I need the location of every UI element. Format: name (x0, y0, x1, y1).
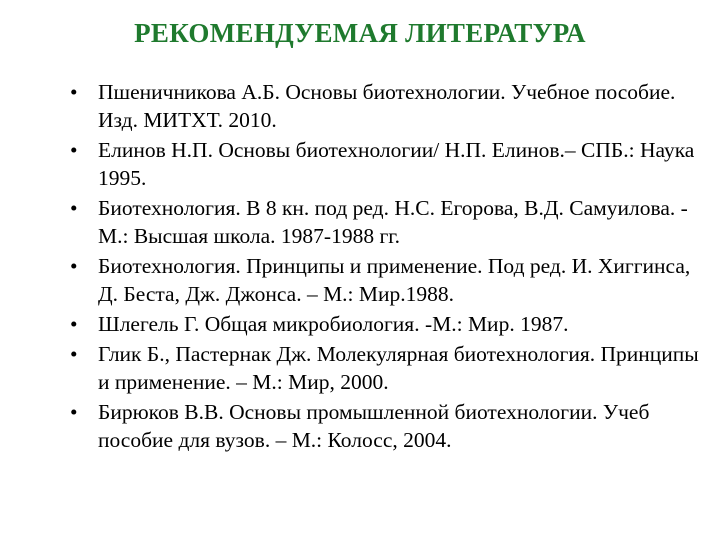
bullet-icon: • (70, 312, 78, 336)
reference-item (68, 398, 700, 454)
reference-text: Биотехнология. Принципы и применение. Под ред. И. Хиггинса, Д. Беста, Дж. Джонса. – М.: Мир.1988. (98, 254, 691, 306)
reference-item (68, 194, 700, 250)
reference-text: Елинов Н.П. Основы биотехнологии/ Н.П. Елинов.– СПБ.: Наука 1995. (98, 138, 695, 190)
reference-item (68, 78, 700, 134)
bullet-icon: • (70, 80, 78, 104)
reference-text: Глик Б., Пастернак Дж. Молекулярная биотехнология. Принципы и применение. – М.: Мир, 2000. (98, 342, 699, 394)
reference-text: Биотехнология. В 8 кн. под ред. Н.С. Егорова, В.Д. Самуилова. - М.: Высшая школа. 1987-1988 гг. (98, 196, 688, 248)
reference-item (68, 252, 700, 308)
reference-text: Бирюков В.В. Основы промышленной биотехнологии. Учеб пособие для вузов. – М.: Колосс, 2004. (98, 400, 650, 452)
bullet-icon: • (70, 254, 78, 278)
reference-item (68, 340, 700, 396)
reference-list (68, 78, 700, 456)
reference-text: Шлегель Г. Общая микробиология. -М.: Мир. 1987. (98, 312, 569, 336)
reference-text: Пшеничникова А.Б. Основы биотехнологии. Учебное пособие. Изд. МИТХТ. 2010. (98, 80, 676, 132)
bullet-icon: • (70, 196, 78, 220)
slide-title: РЕКОМЕНДУЕМАЯ ЛИТЕРАТУРА (134, 18, 586, 48)
reference-item (68, 136, 700, 192)
reference-item (68, 310, 700, 338)
bullet-icon: • (70, 342, 78, 366)
bullet-icon: • (70, 400, 78, 424)
bullet-icon: • (70, 138, 78, 162)
